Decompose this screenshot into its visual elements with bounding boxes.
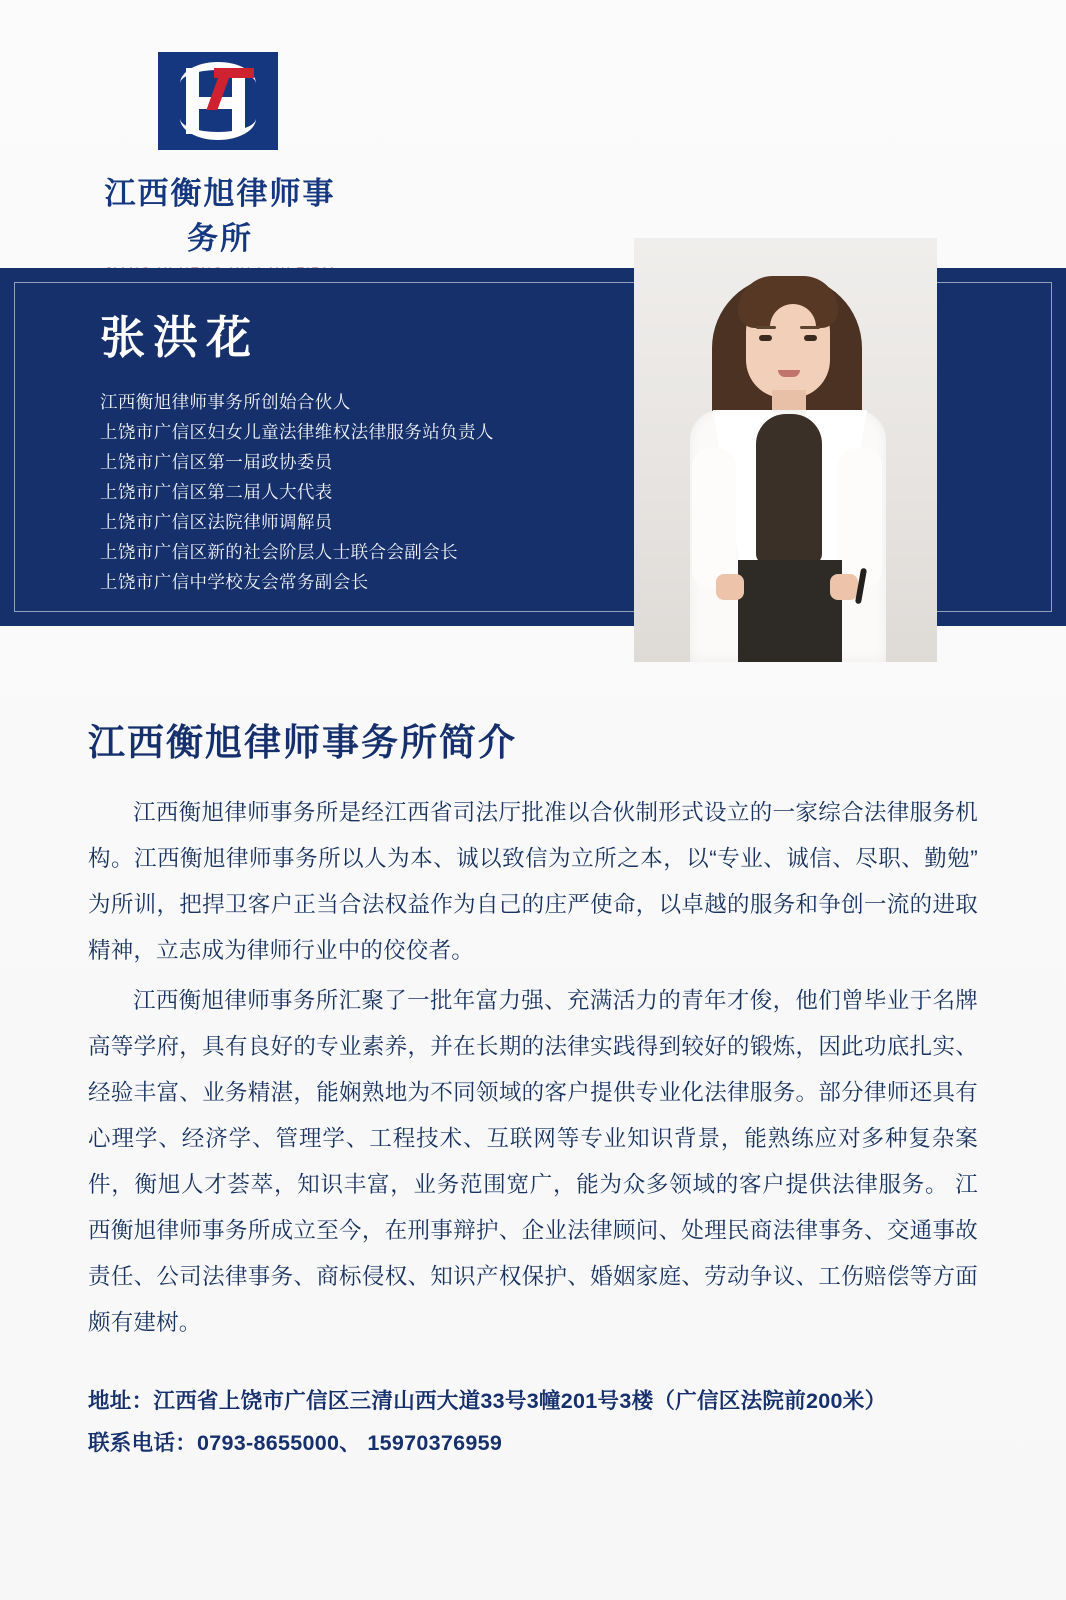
lawyer-portrait-photo <box>634 238 937 662</box>
page-title: 江西衡旭律师事务所简介 <box>88 722 517 763</box>
intro-paragraph-1: 江西衡旭律师事务所是经江西省司法厅批准以合伙制形式设立的一家综合法律服务机构。江西衡旭律师事务所以人为本、诚以致信为立所之本，以“专业、诚信、尽职、勤勉”为所训，把捍卫客户正当合法权益作为自己的庄严使命，以卓越的服务和争创一流的进取精神，立志成为律师行业中的佼佼者。 <box>88 800 978 963</box>
intro-paragraphs <box>0 766 1066 1346</box>
list-item: 上饶市广信区法院律师调解员 <box>100 511 333 532</box>
firm-intro-section <box>0 660 1066 1464</box>
credential-list <box>100 387 620 597</box>
list-item: 上饶市广信区新的社会阶层人士联合会副会长 <box>100 541 458 562</box>
contact-block <box>0 1350 1066 1464</box>
lawyer-name: 张洪花 <box>100 312 260 363</box>
firm-name-cn: 江西衡旭律师事务所 <box>104 176 336 256</box>
intro-paragraph-2: 江西衡旭律师事务所汇聚了一批年富力强、充满活力的青年才俊，他们曾毕业于名牌高等学府，具有良好的专业素养，并在长期的法律实践得到较好的锻炼，因此功底扎实、经验丰富、业务精湛，能娴熟地为不同领域的客户提供专业化法律服务。部分律师还具有心理学、经济学、管理学、工程技术、互联网等专业知识背景，能熟练应对多种复杂案件，衡旭人才荟萃，知识丰富，业务范围宽广，能为众多领域的客户提供法律服务。 江西衡旭律师事务所成立至今，在刑事辩护、企业法律顾问、处理民商法律事务、交通事故责任、公司法律事务、商标侵权、知识产权保护、婚姻家庭、劳动争议、工伤赔偿等方面颇有建树。 <box>88 988 978 1335</box>
address-line: 地址：江西省上饶市广信区三清山西大道33号3幢201号3楼（广信区法院前200米） <box>88 1389 887 1413</box>
list-item: 上饶市广信区第二届人大代表 <box>100 481 333 502</box>
list-item: 江西衡旭律师事务所创始合伙人 <box>100 391 351 412</box>
list-item: 上饶市广信区妇女儿童法律维权法律服务站负责人 <box>100 421 494 442</box>
list-item: 上饶市广信中学校友会常务副会长 <box>100 571 369 592</box>
hengxu-monogram-logo-icon <box>158 52 278 150</box>
header <box>0 0 1066 262</box>
lawyer-info <box>100 313 620 597</box>
firm-logo-block <box>100 52 400 280</box>
phone-line: 联系电话：0793-8655000、 15970376959 <box>88 1431 503 1455</box>
list-item: 上饶市广信区第一届政协委员 <box>100 451 333 472</box>
